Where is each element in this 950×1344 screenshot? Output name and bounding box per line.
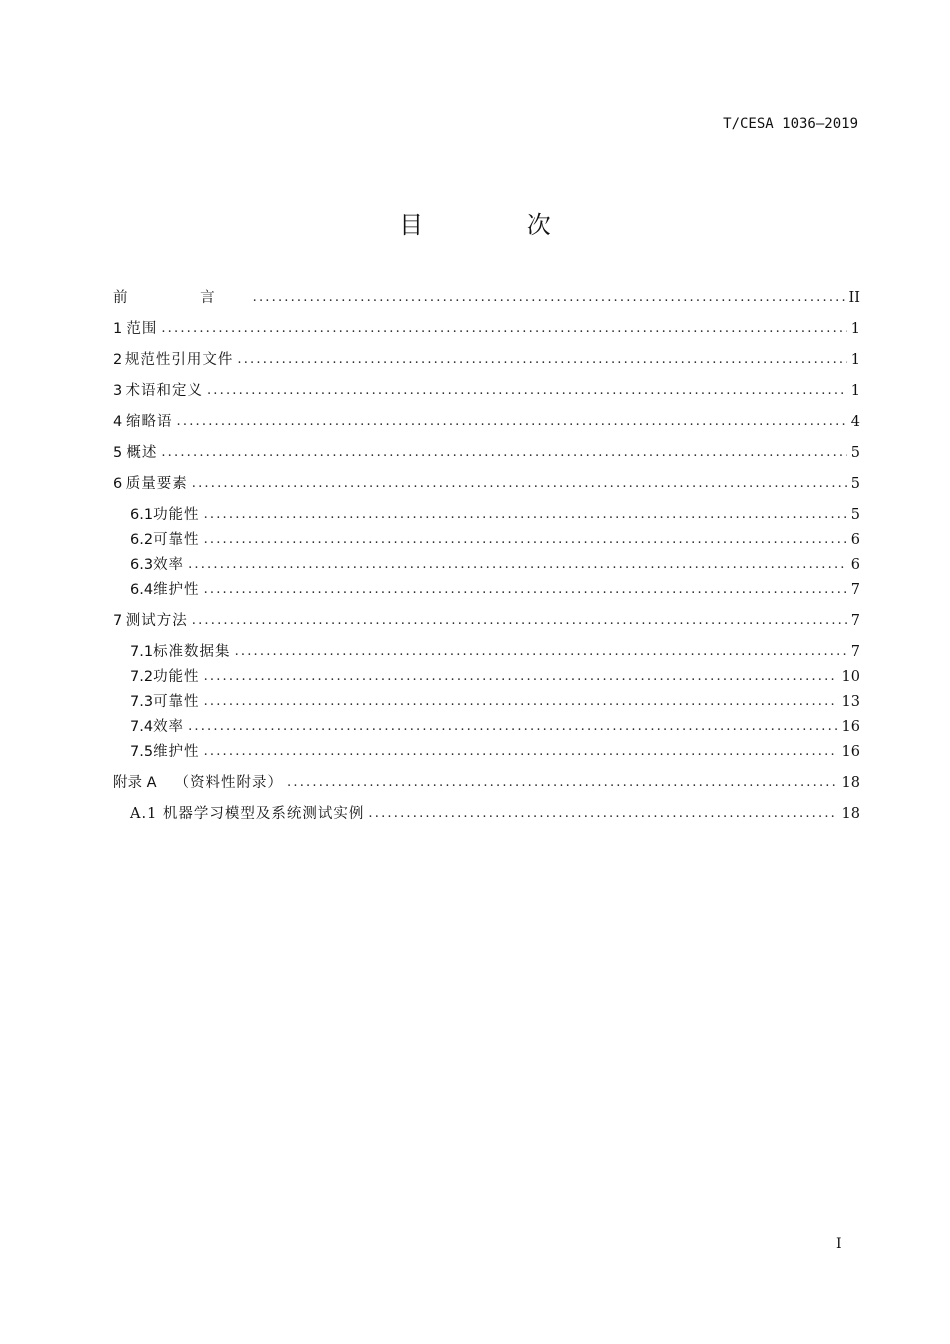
toc-entry-number: 7 [113, 613, 123, 629]
toc-entry-label: 维护性 [153, 582, 200, 598]
dot-leader [237, 349, 846, 371]
dot-leader [192, 610, 847, 632]
dot-leader [204, 504, 847, 526]
toc-entry-page: II [848, 290, 860, 306]
toc-entry-label: 标准数据集 [153, 644, 231, 660]
toc-entry-page: 7 [850, 582, 860, 598]
dot-leader [368, 803, 837, 825]
toc-entry-label: 概述 [126, 445, 158, 461]
toc-entry-label: （资料性附录） [174, 775, 284, 791]
toc-entry-label: 维护性 [153, 744, 200, 760]
dot-leader [253, 287, 845, 309]
toc-entry-label: 规范性引用文件 [124, 352, 234, 368]
toc-entry[interactable] [113, 411, 860, 433]
toc-entry-number: 6.4 [130, 582, 154, 598]
toc-entry-label: 可靠性 [153, 532, 200, 548]
page-title: 目 次 [399, 211, 599, 239]
toc-entry-page: 1 [850, 383, 860, 399]
dot-leader [177, 411, 847, 433]
toc-entry-page: 18 [841, 806, 860, 822]
toc-entry-number: 4 [113, 414, 123, 430]
toc-entry-number: 7.1 [130, 644, 154, 660]
dot-leader [204, 579, 847, 601]
toc-entry[interactable] [113, 349, 860, 371]
toc-entry-number: 6 [113, 476, 123, 492]
toc-entry[interactable] [113, 380, 860, 402]
dot-leader [204, 691, 838, 713]
toc-entry-number: 7.3 [130, 694, 154, 710]
toc-subentry[interactable] [113, 554, 860, 576]
toc-entry-label: 效率 [153, 557, 185, 573]
toc-entry-number: 6.2 [130, 532, 154, 548]
dot-leader [204, 741, 838, 763]
toc-entry-page: 16 [841, 744, 860, 760]
toc-entry-label: 术语和定义 [125, 383, 203, 399]
toc-entry[interactable] [113, 318, 860, 340]
toc-entry-page: 1 [850, 321, 860, 337]
toc-subentry[interactable] [113, 691, 860, 713]
toc-subentry[interactable] [113, 579, 860, 601]
dot-leader [235, 641, 847, 663]
toc-entry-number: 6.3 [130, 557, 154, 573]
toc-entry-page: 6 [850, 557, 860, 573]
toc-entry-number: 2 [113, 352, 123, 368]
toc-entry[interactable] [113, 473, 860, 495]
toc-entry-page: 5 [850, 507, 860, 523]
toc-entry-page: 16 [841, 719, 860, 735]
toc-subentry[interactable] [113, 666, 860, 688]
toc-entry-label: 功能性 [153, 669, 200, 685]
toc-entry-label: 前 言 [113, 290, 249, 306]
toc-subentry[interactable] [113, 741, 860, 763]
dot-leader [188, 554, 847, 576]
toc-entry-label: A.1 机器学习模型及系统测试实例 [130, 806, 365, 822]
toc-entry[interactable] [113, 442, 860, 464]
toc-entry-number: 附录 A [113, 775, 157, 791]
dot-leader [204, 529, 847, 551]
toc-entry-label: 范围 [126, 321, 158, 337]
dot-leader [207, 380, 847, 402]
toc-subentry[interactable] [113, 504, 860, 526]
toc-entry-page: 13 [841, 694, 860, 710]
toc-entry-number: 6.1 [130, 507, 154, 523]
toc-entry-number: 1 [113, 321, 123, 337]
toc-entry-page: 5 [850, 445, 860, 461]
toc-entry-number: 5 [113, 445, 123, 461]
toc-entry-label: 效率 [153, 719, 185, 735]
toc-entry-page: 18 [841, 775, 860, 791]
toc-entry-number: 7.5 [130, 744, 154, 760]
toc-subentry[interactable] [113, 641, 860, 663]
toc-entry-page: 6 [850, 532, 860, 548]
toc-subentry-appendix[interactable] [113, 803, 860, 825]
document-code: T/CESA 1036—2019 [723, 116, 858, 132]
toc-entry-label: 质量要素 [125, 476, 188, 492]
toc-entry-appendix[interactable] [113, 772, 860, 794]
dot-leader [192, 473, 847, 495]
toc-entry-label: 缩略语 [126, 414, 173, 430]
toc-entry-page: 7 [850, 644, 860, 660]
toc-entry-label: 测试方法 [125, 613, 188, 629]
dot-leader [188, 716, 837, 738]
toc-entry[interactable] [113, 610, 860, 632]
dot-leader [287, 772, 838, 794]
toc-entry-label: 可靠性 [153, 694, 200, 710]
dot-leader [161, 318, 846, 340]
toc-entry-foreword[interactable] [113, 287, 860, 309]
toc-subentry[interactable] [113, 529, 860, 551]
toc-entry-label: 功能性 [153, 507, 200, 523]
toc-entry-number: 7.2 [130, 669, 154, 685]
dot-leader [204, 666, 838, 688]
dot-leader [161, 442, 846, 464]
toc-entry-page: 7 [850, 613, 860, 629]
toc-entry-page: 5 [850, 476, 860, 492]
toc-subentry[interactable] [113, 716, 860, 738]
toc-entry-page: 4 [850, 414, 860, 430]
toc-entry-number: 3 [113, 383, 123, 399]
toc-entry-page: 10 [841, 669, 860, 685]
toc-entry-page: 1 [850, 352, 860, 368]
toc-entry-number: 7.4 [130, 719, 154, 735]
page-number: I [836, 1236, 842, 1252]
